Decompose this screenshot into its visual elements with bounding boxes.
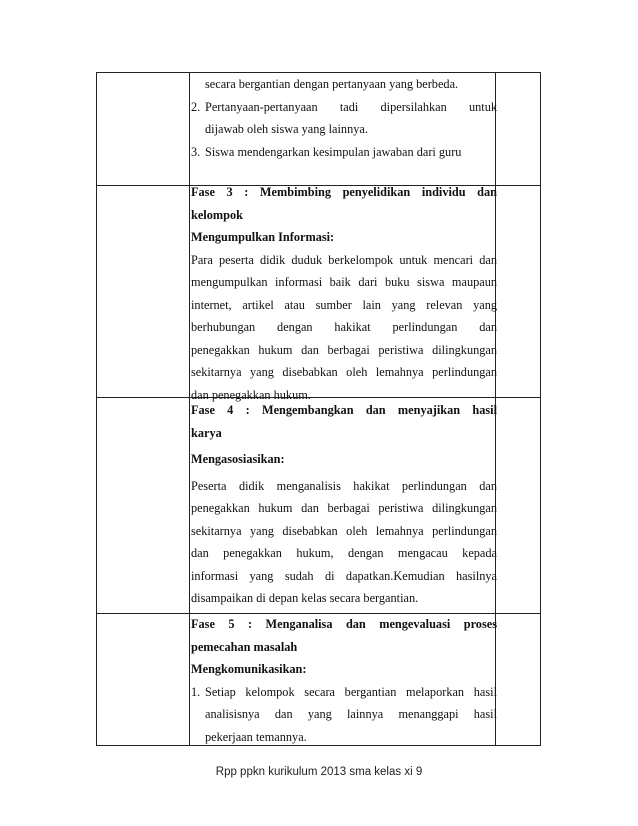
text-line: Siswa mendengarkan kesimpulan jawaban dari guru xyxy=(205,144,462,159)
text-line: informasi yang sudah di dapatkan.Kemudian hasilnya xyxy=(191,568,497,583)
row-fase-5 xyxy=(191,613,497,748)
phase-title: karya xyxy=(191,425,222,440)
text-line: penegakkan hukum dan berbagai peristiwa dilingkungan xyxy=(191,342,497,357)
text-line: Para peserta didik duduk berkelompok untuk mencari dan xyxy=(191,252,497,267)
lesson-table xyxy=(96,72,541,746)
text-line: Peserta didik menganalisis hakikat perlindungan dan xyxy=(191,478,497,493)
text-line: internet, artikel atau sumber lain yang relevan yang xyxy=(191,297,497,312)
phase-title: Fase 5 : Menganalisa dan mengevaluasi proses xyxy=(191,617,497,631)
text-line: dijawab oleh siswa yang lainnya. xyxy=(205,122,368,136)
list-number: 3. xyxy=(191,144,201,159)
text-line: analisisnya dan yang lainnya menanggapi hasil xyxy=(205,707,497,721)
text-line: Setiap kelompok secara bergantian melaporkan hasil xyxy=(205,684,497,699)
column-divider xyxy=(189,73,190,745)
row-steps xyxy=(191,73,497,163)
phase-subtitle: Mengasosiasikan: xyxy=(191,452,285,466)
phase-title: Fase 3 : Membimbing penyelidikan individu dan xyxy=(191,185,497,199)
phase-subtitle: Mengkomunikasikan: xyxy=(191,662,307,676)
text-line: sekitarnya yang disebabkan oleh lemahnya perlindungan xyxy=(191,523,497,538)
phase-title: kelompok xyxy=(191,207,243,222)
phase-subtitle: Mengumpulkan Informasi: xyxy=(191,230,335,244)
row-fase-3 xyxy=(191,181,497,406)
list-number: 1. xyxy=(191,684,201,699)
list-number: 2. xyxy=(191,99,201,114)
list-item xyxy=(191,681,497,749)
page-footer: Rpp ppkn kurikulum 2013 sma kelas xi 9 xyxy=(215,766,423,778)
text-line: pekerjaan temannya. xyxy=(205,729,307,744)
list-item xyxy=(191,96,497,141)
list-item xyxy=(191,141,497,164)
text-line: disampaikan di depan kelas secara bergantian. xyxy=(191,591,419,605)
text-line: sekitarnya yang disebabkan oleh lemahnya perlindungan xyxy=(191,365,497,379)
phase-title: Fase 4 : Mengembangkan dan menyajikan hasil xyxy=(191,403,497,417)
text-line: dan penegakkan hukum. xyxy=(191,387,311,402)
text-line: dan penegakkan hukum, dengan mengacau kepada xyxy=(191,546,497,560)
text-line: Pertanyaan-pertanyaan tadi dipersilahkan untuk xyxy=(205,99,497,114)
text-line: mengumpulkan informasi baik dari buku siswa maupaun xyxy=(191,275,497,289)
row-fase-4 xyxy=(191,399,497,610)
text-line: secara bergantian dengan pertanyaan yang berbeda. xyxy=(205,77,459,91)
text-line: penegakkan hukum dan berbagai peristiwa dilingkungan xyxy=(191,501,497,515)
text-line: berhubungan dengan hakikat perlindungan dan xyxy=(191,320,497,334)
phase-title: pemecahan masalah xyxy=(191,639,298,654)
